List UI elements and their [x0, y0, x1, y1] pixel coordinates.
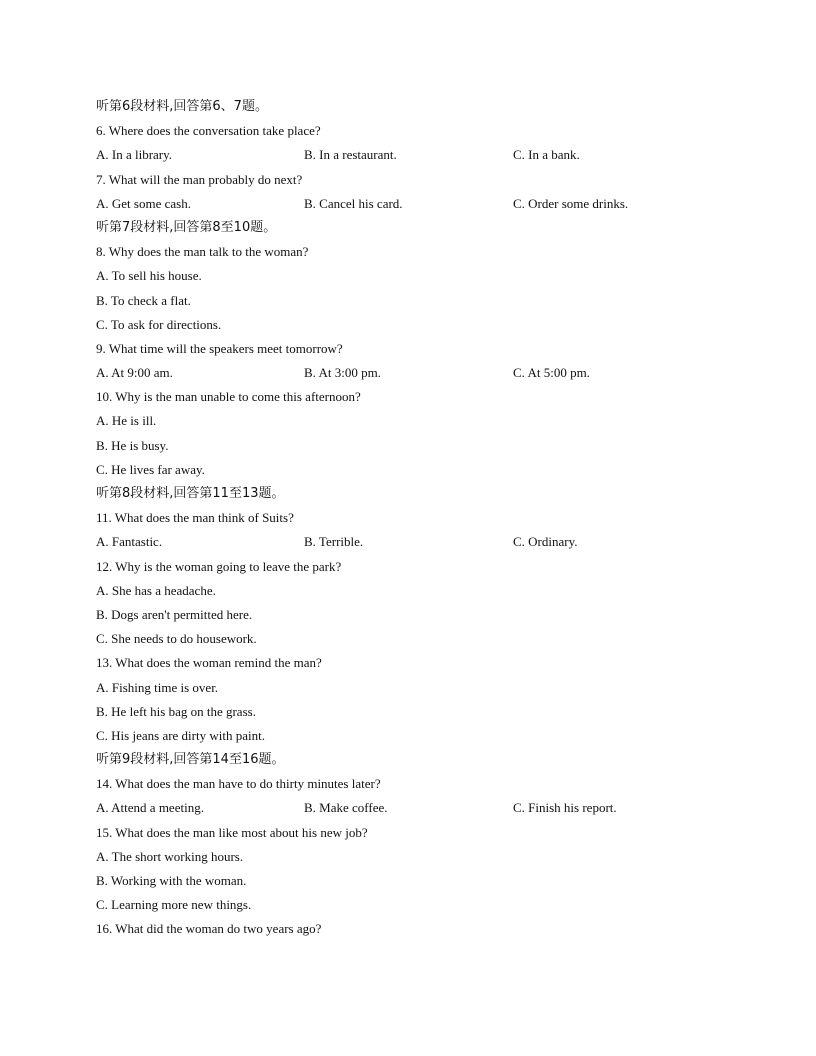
- answer-option: A. The short working hours.: [96, 848, 244, 864]
- question-text: 15. What does the man like most about his new job?: [96, 824, 368, 840]
- answer-options-row: [96, 361, 736, 385]
- question-text: 9. What time will the speakers meet tomorrow?: [96, 340, 343, 356]
- answer-option: B. He left his bag on the grass.: [96, 703, 256, 719]
- question-text: 10. Why is the man unable to come this afternoon?: [96, 389, 361, 405]
- question-text: 14. What does the man have to do thirty minutes later?: [96, 776, 381, 792]
- answer-option: B. Dogs aren't permitted here.: [96, 606, 253, 622]
- answer-option: B. He is busy.: [96, 437, 169, 453]
- answer-option: B. To check a flat.: [96, 292, 191, 308]
- answer-option: B. In a restaurant.: [304, 147, 397, 163]
- answer-option: C. He lives far away.: [96, 461, 205, 477]
- answer-option: C. She needs to do housework.: [96, 631, 257, 647]
- section-heading: 听第8段材料,回答第11至13题。: [96, 486, 285, 501]
- answer-option: B. Make coffee.: [304, 800, 388, 816]
- answer-option: C. Ordinary.: [513, 534, 578, 550]
- section-heading: 听第9段材料,回答第14至16题。: [96, 752, 285, 768]
- answer-option: C. To ask for directions.: [96, 316, 222, 332]
- question-text: 8. Why does the man talk to the woman?: [96, 244, 309, 260]
- answer-option: B. At 3:00 pm.: [304, 365, 381, 381]
- answer-options-row: [96, 192, 736, 216]
- answer-option: A. He is ill.: [96, 413, 157, 429]
- answer-option: A. To sell his house.: [96, 268, 202, 284]
- question-text: 13. What does the woman remind the man?: [96, 655, 322, 671]
- answer-option: C. At 5:00 pm.: [513, 365, 590, 381]
- answer-option: C. In a bank.: [513, 147, 580, 163]
- answer-option: A. Fantastic.: [96, 534, 163, 550]
- answer-options-row: [96, 796, 736, 820]
- answer-option: A. At 9:00 am.: [96, 365, 173, 381]
- question-text: 16. What did the woman do two years ago?: [96, 921, 322, 937]
- answer-option: B. Cancel his card.: [304, 195, 403, 211]
- answer-option: C. Order some drinks.: [513, 195, 629, 211]
- question-text: 11. What does the man think of Suits?: [96, 510, 294, 526]
- question-text: 6. Where does the conversation take place?: [96, 123, 321, 139]
- answer-option: A. Attend a meeting.: [96, 800, 204, 816]
- answer-option: A. In a library.: [96, 147, 173, 163]
- answer-option: A. She has a headache.: [96, 582, 216, 598]
- section-heading: 听第7段材料,回答第8至10题。: [96, 219, 277, 235]
- answer-options-row: [96, 143, 736, 167]
- answer-option: A. Fishing time is over.: [96, 679, 219, 695]
- question-text: 12. Why is the woman going to leave the park?: [96, 558, 342, 574]
- answer-option: A. Get some cash.: [96, 195, 191, 211]
- answer-option: C. His jeans are dirty with paint.: [96, 727, 265, 743]
- listening-section: [96, 95, 736, 942]
- question-text: 7. What will the man probably do next?: [96, 171, 303, 187]
- answer-option: C. Finish his report.: [513, 800, 617, 816]
- answer-option: C. Learning more new things.: [96, 897, 252, 913]
- answer-option: B. Terrible.: [304, 534, 364, 550]
- answer-option: B. Working with the woman.: [96, 873, 247, 888]
- answer-options-row: [96, 530, 736, 554]
- section-heading: 听第6段材料,回答第6、7题。: [96, 99, 268, 114]
